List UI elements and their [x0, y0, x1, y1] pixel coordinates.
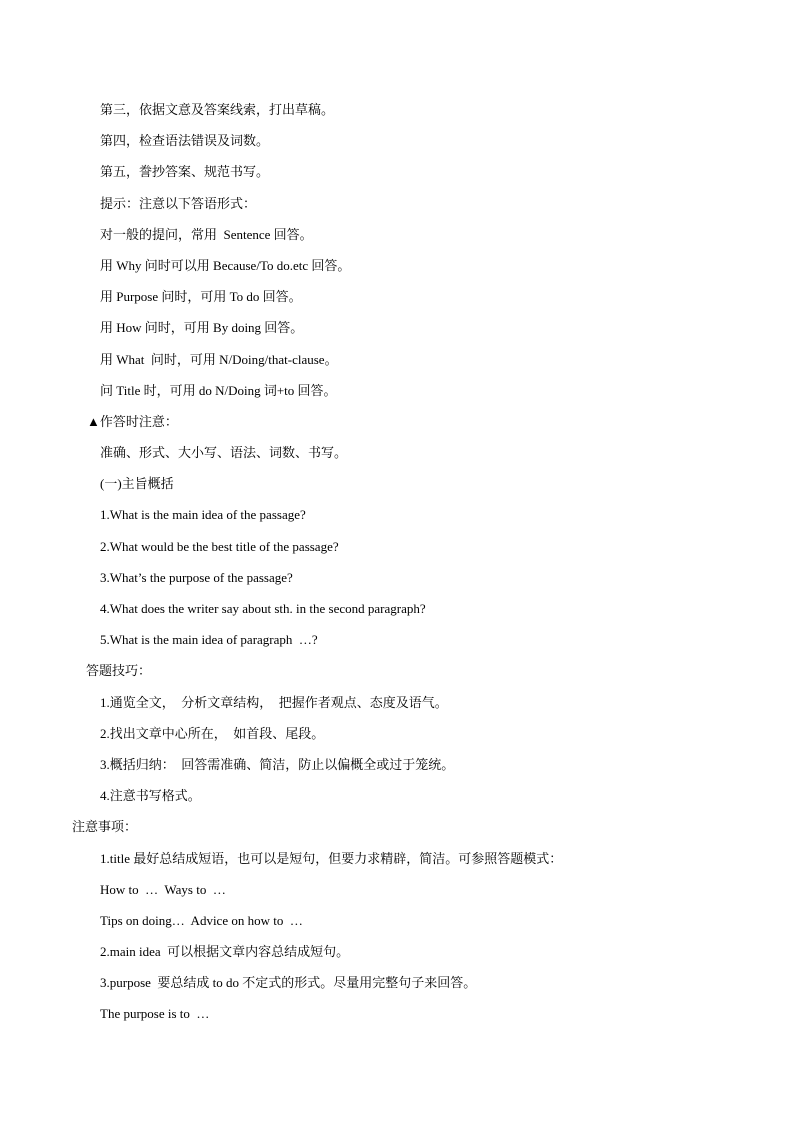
- template-example: The purpose is to …: [100, 1006, 210, 1022]
- question-item: 1.What is the main idea of the passage?: [100, 507, 306, 523]
- answer-skills-heading: 答题技巧：: [86, 663, 152, 679]
- answer-form-line: 用 Why 问时可以用 Because/To do.etc 回答。: [100, 257, 351, 273]
- step-four-line: 第四，检查语法错误及词数。: [100, 133, 270, 149]
- question-item: 3.What’s the purpose of the passage?: [100, 569, 293, 585]
- template-example: How to … Ways to …: [100, 881, 226, 897]
- answer-form-line: 对一般的提问，常用 Sentence 回答。: [100, 226, 313, 242]
- template-example: Tips on doing… Advice on how to …: [100, 912, 303, 928]
- step-three-line: 第三，依据文意及答案线索，打出草稿。: [100, 102, 335, 117]
- attention-points-line: 准确、形式、大小写、语法、词数、书写。: [100, 445, 348, 461]
- document-body: [0, 94, 794, 1030]
- answer-form-line: 用 What 问时，可用 N/Doing/that-clause。: [100, 351, 338, 367]
- step-five-line: 第五，誊抄答案、规范书写。: [100, 164, 270, 180]
- answer-form-line: 用 How 问时，可用 By doing 回答。: [100, 320, 304, 336]
- question-item: 2.What would be the best title of the passage?: [100, 538, 339, 554]
- question-item: 4.What does the writer say about sth. in the second paragraph?: [100, 601, 426, 616]
- note-item: 1.title 最好总结成短语，也可以是短句，但要力求精辟，简洁。可参照答题模式：: [100, 850, 563, 866]
- question-item: 5.What is the main idea of paragraph …?: [100, 632, 318, 648]
- notes-heading: 注意事项：: [72, 819, 138, 835]
- skill-item: 4.注意书写格式。: [100, 788, 201, 804]
- skill-item: 3.概括归纳： 回答需准确、简洁，防止以偏概全或过于笼统。: [100, 756, 455, 772]
- skill-item: 2.找出文章中心所在， 如首段、尾段。: [100, 725, 325, 741]
- attention-heading: ▲作答时注意：: [87, 413, 178, 429]
- note-item: 3.purpose 要总结成 to do 不定式的形式。尽量用完整句子来回答。: [100, 975, 477, 991]
- note-item: 2.main idea 可以根据文章内容总结成短句。: [100, 944, 350, 960]
- answer-form-line: 用 Purpose 问时，可用 To do 回答。: [100, 289, 302, 305]
- skill-item: 1.通览全文， 分析文章结构， 把握作者观点、态度及语气。: [100, 694, 448, 710]
- section-title-main-idea: (一)主旨概括: [100, 476, 174, 492]
- tips-heading: 提示：注意以下答语形式：: [100, 195, 257, 211]
- answer-form-line: 问 Title 时，可用 do N/Doing 词+to 回答。: [100, 382, 337, 398]
